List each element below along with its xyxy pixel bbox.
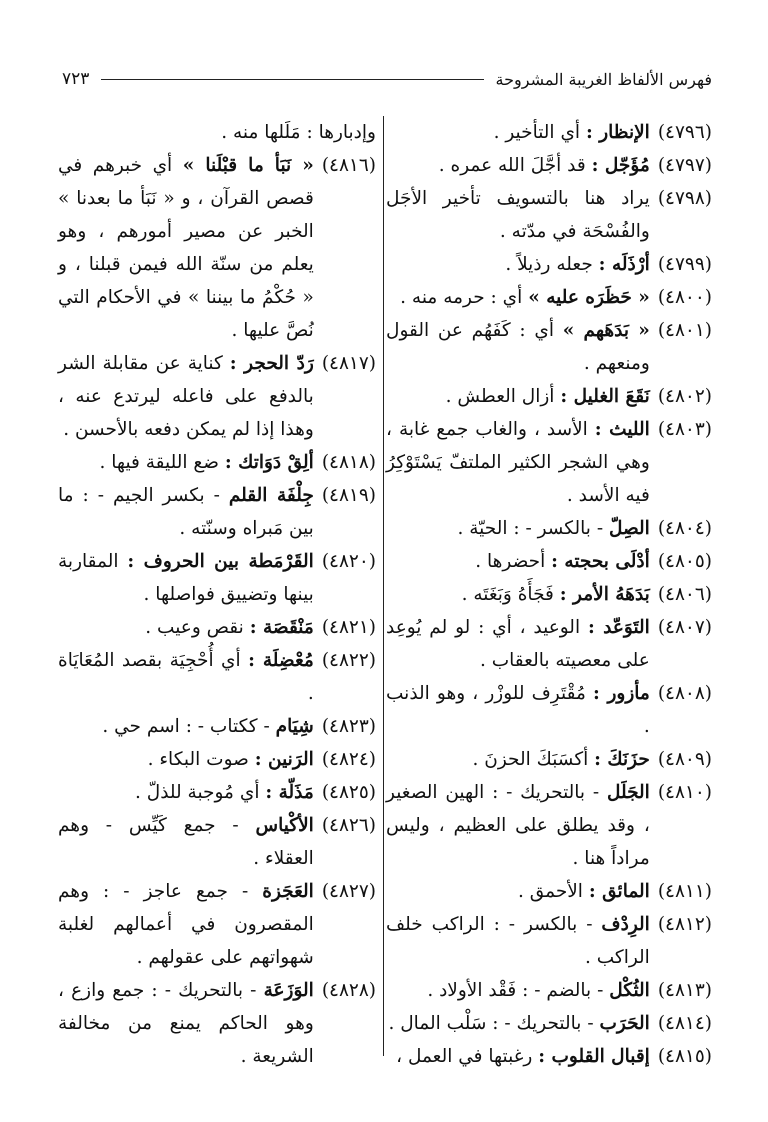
entry-definition: أزال العطش . xyxy=(445,386,555,407)
entry-number: (٤٨١٩) xyxy=(321,485,376,506)
entry-body xyxy=(386,314,650,380)
entry-definition: مُقْتَرِف للوزْر ، وهو الذنب . xyxy=(386,683,650,737)
entry-body xyxy=(58,875,314,974)
entry-headword: مأزور : xyxy=(592,683,650,704)
entry-body xyxy=(58,446,314,479)
entry-body xyxy=(386,380,650,413)
entry-definition: الأحمق . xyxy=(517,881,583,902)
entry-number: (٤٨٠٠) xyxy=(657,287,712,308)
entry-body xyxy=(386,512,650,545)
entry-definition: يراد هنا بالتسويف تأخير الأجَل والفُسْحَة في مدّته . xyxy=(386,188,650,242)
entry-number: (٤٨١١) xyxy=(657,881,712,902)
glossary-entry xyxy=(386,743,712,776)
entry-definition: كناية عن مقابلة الشر بالدفع على فاعله ليرتدع عنه ، وهذا إذا لم يمكن دفعه بالأحسن . xyxy=(58,353,314,440)
glossary-entry xyxy=(386,974,712,1007)
entry-number: (٤٨٢٤) xyxy=(321,749,376,770)
entry-number: (٤٨٢٧) xyxy=(321,881,376,902)
entry-body xyxy=(386,149,650,182)
entry-number: (٤٨١٧) xyxy=(321,353,376,374)
entry-definition: - جمع كَيِّس - وهم العقلاء . xyxy=(58,815,314,869)
continuation-text: وإدبارها : مَلَلها منه . xyxy=(221,122,376,143)
entry-number: (٤٧٩٨) xyxy=(657,188,712,209)
entry-body xyxy=(58,479,314,545)
entry-definition: أي أُحْجِيَة بقصد المُعَايَاة . xyxy=(58,650,314,704)
entry-number: (٤٨٢٢) xyxy=(321,650,376,671)
glossary-entry xyxy=(58,479,376,545)
entry-headword: مُعْضِلَة : xyxy=(248,650,314,671)
page-header xyxy=(62,62,712,96)
entry-headword: القَرْمَطة بين الحروف : xyxy=(127,551,314,572)
entry-definition: - بالتحريك - : الهين الصغير ، وقد يطلق على العظيم ، وليس مراداً هنا . xyxy=(386,782,650,869)
entry-number: (٤٨١٣) xyxy=(657,980,712,1001)
entry-body xyxy=(386,974,650,1007)
entry-body xyxy=(58,710,314,743)
entry-number: (٤٧٩٧) xyxy=(657,155,712,176)
entry-number: (٤٨٢٨) xyxy=(321,980,376,1001)
entry-definition: الوعيد ، أي : لو لم يُوعِد على معصيته بالعقاب . xyxy=(386,617,650,671)
entry-body xyxy=(58,776,314,809)
entry-headword: ألِقْ دَوَاتك : xyxy=(224,452,314,473)
entry-headword: الأكْياس xyxy=(255,815,314,836)
entry-definition: نقص وعيب . xyxy=(145,617,244,638)
entry-headword: الصِلّ xyxy=(608,518,650,539)
entry-number: (٤٨٠٦) xyxy=(657,584,712,605)
entry-headword: الثُكْل xyxy=(609,980,650,1001)
entry-number: (٤٨٠٣) xyxy=(657,419,712,440)
entry-number: (٤٨٢٣) xyxy=(321,716,376,737)
entry-headword: الإنظار : xyxy=(585,122,650,143)
entry-body xyxy=(386,677,650,743)
entry-headword: الرَنين : xyxy=(254,749,314,770)
entry-body xyxy=(58,611,314,644)
entry-headword: أرْذَلَه : xyxy=(598,254,650,275)
entry-number: (٤٨٢١) xyxy=(321,617,376,638)
glossary-entry xyxy=(58,644,376,710)
entry-definition: قد أجَّلَ الله عمره . xyxy=(438,155,586,176)
entry-definition: فَجَأَهُ وَبَغَتَه . xyxy=(461,584,554,605)
entry-headword: « حَظَرَه عليه » xyxy=(528,287,650,308)
entry-headword: مُؤَجّل : xyxy=(591,155,650,176)
right-column xyxy=(386,116,712,1073)
glossary-entry xyxy=(386,545,712,578)
entry-definition: جعله رذيلاً . xyxy=(505,254,593,275)
entry-number: (٤٨٢٦) xyxy=(321,815,376,836)
glossary-entry xyxy=(386,512,712,545)
glossary-entry xyxy=(58,776,376,809)
entry-number: (٤٨٠٤) xyxy=(657,518,712,539)
entry-number: (٤٨٠٢) xyxy=(657,386,712,407)
entry-body xyxy=(386,281,650,314)
glossary-entry xyxy=(386,248,712,281)
glossary-entry xyxy=(386,314,712,380)
entry-definition: المقاربة بينها وتضييق فواصلها . xyxy=(58,551,314,605)
glossary-entry xyxy=(386,1040,712,1073)
entry-headword: الوَزَعَة xyxy=(263,980,314,1001)
glossary-entry xyxy=(386,116,712,149)
entry-body xyxy=(58,545,314,611)
entry-body xyxy=(386,1007,650,1040)
entry-number: (٤٨٢٥) xyxy=(321,782,376,803)
entry-number: (٤٨١٠) xyxy=(657,782,712,803)
page-number: ٧٢٣ xyxy=(62,69,90,89)
entry-number: (٤٨٢٠) xyxy=(321,551,376,572)
entry-definition: - بكسر الجيم - : ما بين مَبراه وسنّته . xyxy=(58,485,314,539)
entry-definition: - جمع عاجز - : وهم المقصرون في أعمالهم لغلبة شهواتهم على عقولهم . xyxy=(58,881,314,968)
entry-body xyxy=(58,809,314,875)
entry-number: (٤٧٩٦) xyxy=(657,122,712,143)
entry-number: (٤٨٠٧) xyxy=(657,617,712,638)
entry-body xyxy=(386,116,650,149)
entry-headword: الليث : xyxy=(594,419,650,440)
glossary-entry xyxy=(58,974,376,1073)
entry-definition: - ككتاب - : اسم حي . xyxy=(102,716,270,737)
entry-body xyxy=(386,743,650,776)
entry-number: (٤٨١٨) xyxy=(321,452,376,473)
entry-body xyxy=(386,248,650,281)
column-divider xyxy=(383,116,384,1056)
entry-number: (٤٨٠٥) xyxy=(657,551,712,572)
entry-body xyxy=(386,578,650,611)
glossary-entry xyxy=(386,281,712,314)
entry-definition: أحضرها . xyxy=(475,551,546,572)
glossary-entry xyxy=(58,743,376,776)
entry-headword: الجَلَل xyxy=(606,782,650,803)
entry-body xyxy=(386,875,650,908)
entry-definition: الأسد ، والغاب جمع غابة ، وهي الشجر الكثير الملتفّ يَسْتَوْكِرُ فيه الأسد . xyxy=(386,419,650,506)
entry-body xyxy=(386,908,650,974)
glossary-entry xyxy=(386,677,712,743)
entry-definition: أي : كَفَهُم عن القول ومنعهم . xyxy=(386,320,650,374)
entry-definition: أي مُوجبة للذلّ . xyxy=(135,782,260,803)
entry-headword: بَدَهَهُ الأمر : xyxy=(559,584,650,605)
entry-number: (٤٨٠٨) xyxy=(657,683,712,704)
entry-headword: جِلْفَة القلم xyxy=(228,485,314,506)
entry-body xyxy=(58,149,314,347)
entry-headword: مَذَلّة : xyxy=(265,782,314,803)
entry-body xyxy=(386,611,650,677)
glossary-entry xyxy=(386,875,712,908)
entry-number: (٤٨١٥) xyxy=(657,1046,712,1067)
entry-definition: أي خبرهم في قصص القرآن ، و « نَبَأ ما بعدنا » الخبر عن مصير أمورهم ، وهو يعلم من سنّة الله فيمن قبلنا ، و « حُكْمُ ما بيننا » في الأحكام التي نُصَّ عليها . xyxy=(58,155,314,341)
glossary-entry xyxy=(58,710,376,743)
entry-definition: - بالضم - : فَقْد الأولاد . xyxy=(427,980,604,1001)
header-rule xyxy=(101,79,483,80)
entry-definition: - بالتحريك - : جمع وازع ، وهو الحاكم يمنع من مخالفة الشريعة . xyxy=(58,980,314,1067)
entry-headword: الحَرَب xyxy=(599,1013,650,1034)
entry-body xyxy=(386,776,650,875)
entry-headword: نَقَعَ الغليل : xyxy=(560,386,650,407)
entry-number: (٤٧٩٩) xyxy=(657,254,712,275)
glossary-entry xyxy=(58,545,376,611)
glossary-entry xyxy=(58,875,376,974)
left-column xyxy=(58,116,376,1073)
entry-body xyxy=(386,182,650,248)
entry-definition: - بالكسر - : الحيّة . xyxy=(457,518,604,539)
entry-body xyxy=(386,545,650,578)
entry-headword: حزَنَكَ : xyxy=(594,749,650,770)
entry-definition: - بالكسر - : الراكب خلف الراكب . xyxy=(386,914,650,968)
entry-body xyxy=(58,974,314,1073)
entry-body xyxy=(386,413,650,512)
glossary-entry xyxy=(386,149,712,182)
glossary-entry xyxy=(386,611,712,677)
glossary-entry xyxy=(386,908,712,974)
running-title: فهرس الألفاظ الغريبة المشروحة xyxy=(495,69,712,89)
entry-definition: ضع الليقة فيها . xyxy=(99,452,219,473)
entry-headword: التَوَعّد : xyxy=(587,617,650,638)
entry-headword: الرِدْف xyxy=(601,914,650,935)
glossary-entry xyxy=(386,776,712,875)
glossary-entry xyxy=(386,413,712,512)
entry-definition: - بالتحريك - : سَلْب المال . xyxy=(388,1013,594,1034)
entry-headword: شِيَام xyxy=(275,716,314,737)
entry-headword: إقبال القلوب : xyxy=(538,1046,650,1067)
entry-headword: « نَبَأ ما قبْلَنا » xyxy=(182,155,314,176)
entry-body xyxy=(58,347,314,446)
entry-headword: أدْلَى بحجته : xyxy=(551,551,650,572)
entry-definition: أي : حرمه منه . xyxy=(400,287,523,308)
entry-number: (٤٨١٦) xyxy=(321,155,376,176)
entry-number: (٤٨٠١) xyxy=(657,320,712,341)
entry-headword: العَجَزة xyxy=(262,881,314,902)
entry-number: (٤٨١٢) xyxy=(657,914,712,935)
glossary-entry xyxy=(386,578,712,611)
entry-definition: صوت البكاء . xyxy=(147,749,249,770)
glossary-entry xyxy=(58,611,376,644)
entry-headword: رَدّ الحجر : xyxy=(229,353,314,374)
glossary-entry xyxy=(386,182,712,248)
entry-number: (٤٨١٤) xyxy=(657,1013,712,1034)
glossary-entry xyxy=(386,1007,712,1040)
entry-body xyxy=(58,644,314,710)
entry-headword: المائق : xyxy=(588,881,650,902)
entry-definition: أكسَبَكَ الحزنَ . xyxy=(472,749,589,770)
entry-body xyxy=(386,1040,650,1073)
glossary-entry xyxy=(58,149,376,347)
entry-definition: أي التأخير . xyxy=(493,122,581,143)
entry-body xyxy=(58,743,314,776)
glossary-entry xyxy=(58,347,376,446)
entry-headword: مَنْقَصَة : xyxy=(249,617,314,638)
glossary-entry xyxy=(386,380,712,413)
glossary-entry xyxy=(58,809,376,875)
entry-number: (٤٨٠٩) xyxy=(657,749,712,770)
entry-headword: « بَدَهَهم » xyxy=(562,320,650,341)
glossary-entry xyxy=(58,446,376,479)
entry-definition: رغبتها في العمل ، xyxy=(396,1046,533,1067)
